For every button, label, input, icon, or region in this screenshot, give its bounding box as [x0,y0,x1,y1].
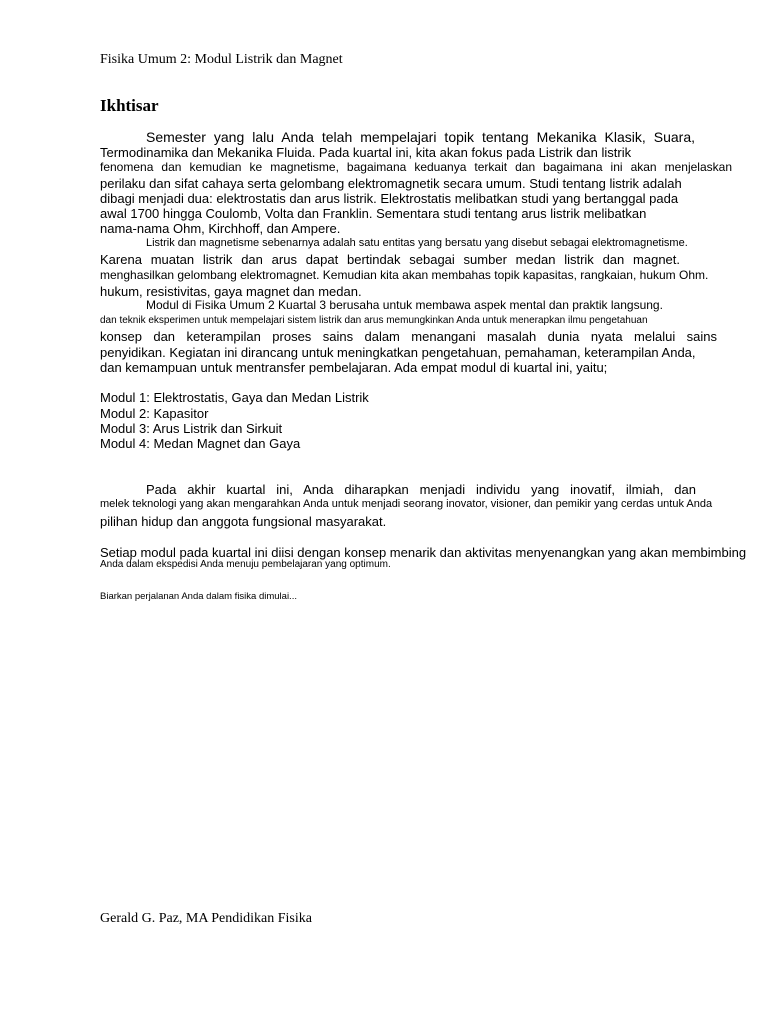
em-line-4: hukum, resistivitas, gaya magnet dan medan. [100,284,362,299]
intro-line-1: Semester yang lalu Anda telah mempelajari topik tentang Mekanika Klasik, Suara, [146,129,695,145]
modul-line-1: Modul di Fisika Umum 2 Kuartal 3 berusaha untuk membawa aspek mental dan praktik langsung. [146,298,663,312]
section-heading: Ikhtisar [100,96,159,115]
em-line-2: Karena muatan listrik dan arus dapat bertindak sebagai sumber medan listrik dan magnet. [100,252,680,267]
setiap-line-1: Setiap modul pada kuartal ini diisi dengan konsep menarik dan aktivitas menyenangkan yang akan membimbing [100,545,747,560]
page-header: Fisika Umum 2: Modul Listrik dan Magnet [100,52,343,67]
end-line-2: melek teknologi yang akan mengarahkan Anda untuk menjadi seorang inovator, visioner, dan pemikir yang cerdas untuk Anda [100,498,713,510]
author-footer: Gerald G. Paz, MA Pendidikan Fisika [100,911,312,926]
modul-line-5: dan kemampuan untuk mentransfer pembelajaran. Ada empat modul di kuartal ini, yaitu; [100,360,608,375]
module-list-item: Modul 1: Elektrostatis, Gaya dan Medan Listrik [100,390,369,405]
em-line-3: menghasilkan gelombang elektromagnet. Kemudian kita akan membahas topik kapasitas, rangkaian, hukum Ohm. [100,268,709,282]
intro-line-4: perilaku dan sifat cahaya serta gelombang elektromagnetik secara umum. Studi tentang listrik adalah [100,176,682,191]
setiap-line-2: Anda dalam ekspedisi Anda menuju pembelajaran yang optimum. [100,559,391,570]
module-list-item: Modul 2: Kapasitor [100,406,209,421]
modul-line-3: konsep dan keterampilan proses sains dalam menangani masalah dunia nyata melalui sains [100,329,717,344]
intro-line-3: fenomena dan kemudian ke magnetisme, bagaimana keduanya terkait dan bagaimana ini akan menjelaskan [100,160,732,174]
em-line-1: Listrik dan magnetisme sebenarnya adalah satu entitas yang bersatu yang disebut sebagai elektromagnetisme. [146,237,688,249]
intro-line-7: nama-nama Ohm, Kirchhoff, dan Ampere. [100,221,341,236]
intro-line-2: Termodinamika dan Mekanika Fluida. Pada kuartal ini, kita akan fokus pada Listrik dan listrik [100,145,632,160]
intro-line-5: dibagi menjadi dua: elektrostatis dan arus listrik. Elektrostatis melibatkan studi yang bertanggal pada [100,191,679,206]
module-list-item: Modul 4: Medan Magnet dan Gaya [100,436,301,451]
module-list-item: Modul 3: Arus Listrik dan Sirkuit [100,421,283,436]
end-line-3: pilihan hidup dan anggota fungsional masyarakat. [100,514,387,529]
modul-line-2: dan teknik eksperimen untuk mempelajari sistem listrik dan arus memungkinkan Anda untuk menerapkan ilmu pengetahuan [100,315,648,326]
intro-line-6: awal 1700 hingga Coulomb, Volta dan Franklin. Sementara studi tentang arus listrik melibatkan [100,206,647,221]
end-line-1: Pada akhir kuartal ini, Anda diharapkan menjadi individu yang inovatif, ilmiah, dan [146,482,696,497]
closing-line: Biarkan perjalanan Anda dalam fisika dimulai... [100,591,297,602]
modul-line-4: penyidikan. Kegiatan ini dirancang untuk meningkatkan pengetahuan, pemahaman, keterampilan Anda, [100,345,696,360]
